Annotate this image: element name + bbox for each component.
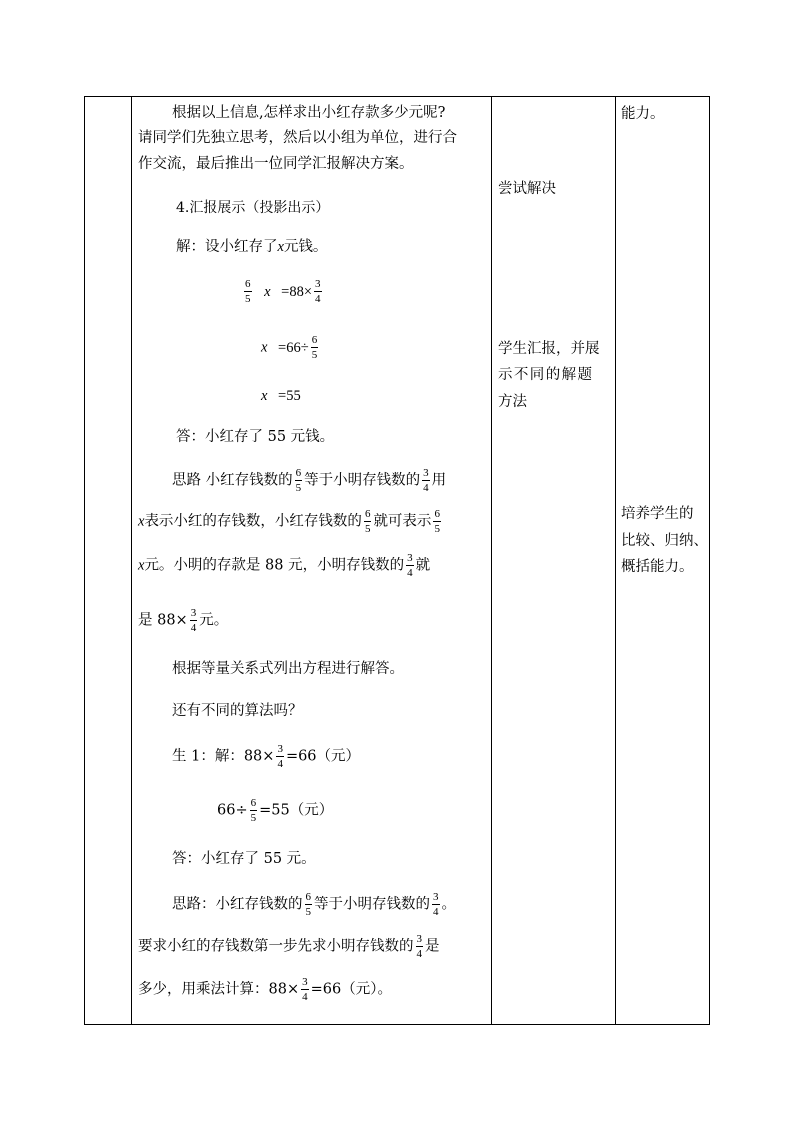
fraction: $\frac{3}{4}$ (277, 743, 283, 770)
para1-line1: 根据以上信息,怎样求出小红存款多少元呢? (172, 105, 446, 121)
ability-text: 能力。 (621, 106, 665, 122)
cultivate-line2: 比较、归纳、 (621, 533, 708, 549)
student-report-line3: 方法 (498, 394, 527, 410)
column-divider-1 (131, 97, 132, 1024)
para-equation: 根据等量关系式列出方程进行解答。 (172, 661, 404, 677)
fraction: $\frac{3}{4}$ (433, 891, 439, 918)
thought1-line3: x元。小明的存款是 88 元，小明存钱数的 $\frac{3}{4}$ 就 (138, 552, 431, 579)
para-other-method: 还有不同的算法吗？ (172, 703, 303, 719)
equation-3: x =55 (261, 388, 301, 404)
fraction: $\frac{6}{5}$ (311, 334, 318, 361)
thought1-line2: x表示小红的存钱数，小红存钱数的 $\frac{6}{5}$ 就可表示 $\frac{6}{5}$ (138, 508, 440, 535)
solution2-answer: 答：小红存了 55 元。 (172, 851, 316, 867)
student-report-line2: 示不同的解题 (498, 367, 594, 383)
equation-1: $\frac{6}{5}$ x =88× $\frac{3}{4}$ (245, 278, 321, 305)
fraction: $\frac{6}{5}$ (305, 891, 311, 918)
solution2-line2: 66÷ $\frac{6}{5}$ =55（元） (217, 797, 334, 824)
fraction: $\frac{3}{4}$ (407, 552, 413, 579)
fraction: $\frac{3}{4}$ (315, 278, 321, 305)
column-divider-3 (615, 97, 616, 1024)
fraction: $\frac{3}{4}$ (416, 933, 422, 960)
thought2-line1: 思路：小红存钱数的 $\frac{6}{5}$ 等于小明存钱数的 $\frac{3}{4}$ 。 (172, 891, 456, 918)
thought2-line3: 多少，用乘法计算：88× $\frac{3}{4}$ =66（元）。 (138, 976, 392, 1003)
thought1-line4: 是 88× $\frac{3}{4}$ 元。 (138, 607, 229, 634)
para1-line2: 请同学们先独立思考，然后以小组为单位，进行合 (138, 130, 457, 146)
fraction: $\frac{6}{5}$ (295, 467, 302, 494)
fraction: $\frac{6}{5}$ (434, 508, 440, 535)
fraction: $\frac{3}{4}$ (302, 976, 308, 1003)
fraction: $\frac{6}{5}$ (250, 797, 257, 824)
column-divider-2 (491, 97, 492, 1024)
fraction: $\frac{6}{5}$ (245, 278, 251, 305)
student-report-line1: 学生汇报，并展 (498, 341, 600, 357)
fraction: $\frac{6}{5}$ (364, 508, 371, 535)
solution1-answer: 答：小红存了 55 元钱。 (176, 429, 335, 445)
solution1-intro: 解：设小红存了x元钱。 (176, 239, 328, 255)
thought1-line1: 思路 小红存钱数的 $\frac{6}{5}$ 等于小明存钱数的 $\frac{3}{4}$ 用 (172, 467, 447, 494)
student-try-text: 尝试解决 (498, 181, 556, 197)
para1-line3: 作交流，最后推出一位同学汇报解决方案。 (138, 156, 414, 172)
section-heading-4: 4.汇报展示（投影出示） (176, 200, 330, 216)
equation-2: x =66÷ $\frac{6}{5}$ (261, 334, 318, 361)
cultivate-line1: 培养学生的 (621, 506, 694, 522)
thought2-line2: 要求小红的存钱数第一步先求小明存钱数的 $\frac{3}{4}$ 是 (138, 933, 440, 960)
solution2-line1: 生 1：解：88× $\frac{3}{4}$ =66（元） (172, 743, 361, 770)
fraction: $\frac{3}{4}$ (423, 467, 429, 494)
fraction: $\frac{3}{4}$ (190, 607, 197, 634)
cultivate-line3: 概括能力。 (621, 559, 694, 575)
